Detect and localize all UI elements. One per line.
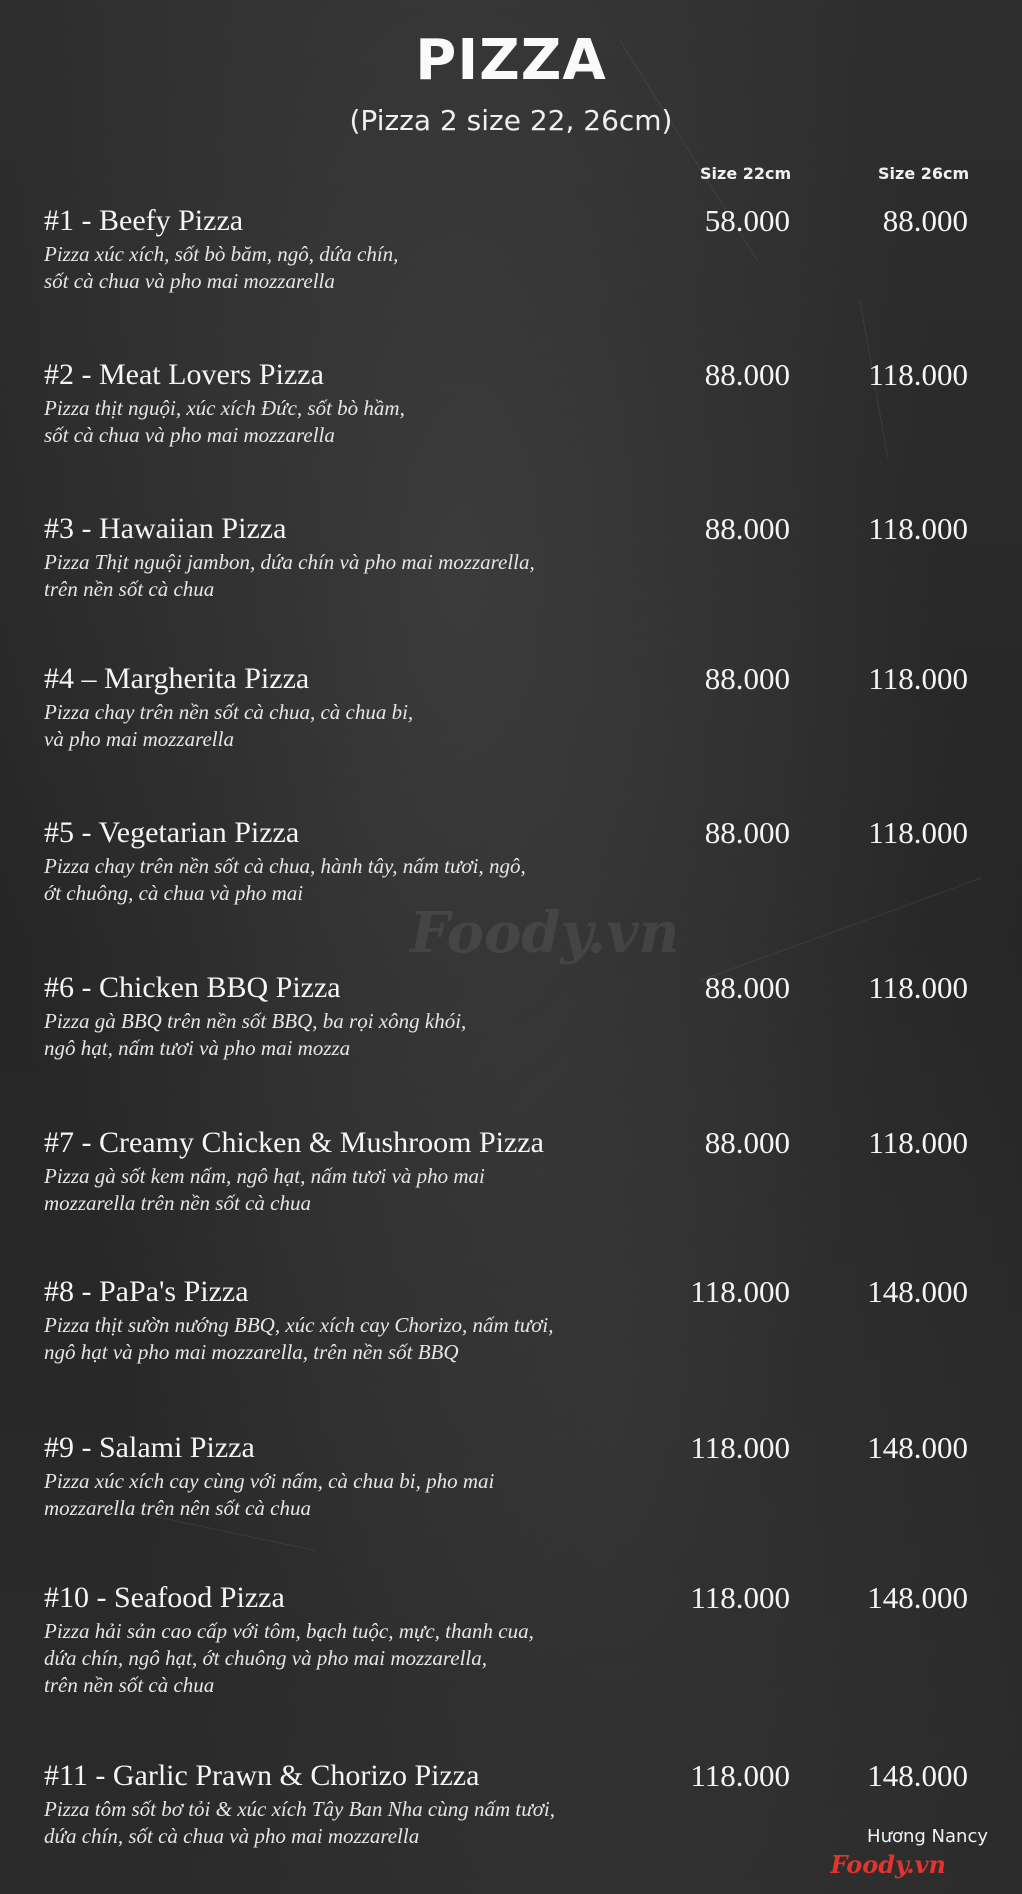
price-22: 118.000 [690,1758,790,1793]
price-26: 148.000 [867,1430,968,1465]
item-description: Pizza chay trên nền sốt cà chua, hành tây, nấm tươi, ngô, ớt chuông, cà chua và pho mai [44,854,526,905]
price-22: 88.000 [704,357,790,392]
price-26: 88.000 [882,203,968,238]
item-name: #8 - PaPa's Pizza [44,1275,249,1308]
menu-item [44,1758,974,1850]
price-26: 118.000 [868,970,968,1005]
menu-item [44,970,974,1062]
item-name: #11 - Garlic Prawn & Chorizo Pizza [44,1759,480,1792]
item-description: Pizza chay trên nền sốt cà chua, cà chua bi, và pho mai mozzarella [44,700,414,751]
price-22: 88.000 [704,970,790,1005]
size-22-header: Size 22cm [700,164,792,183]
menu-item [44,1274,974,1366]
price-22: 88.000 [704,815,790,850]
item-description: Pizza gà sốt kem nấm, ngô hạt, nấm tươi và pho mai mozzarella trên nền sốt cà chua [44,1164,485,1215]
item-description: Pizza xúc xích cay cùng với nấm, cà chua bi, pho mai mozzarella trên nên sốt cà chua [44,1469,495,1520]
menu-item [44,1580,974,1699]
item-name: #5 - Vegetarian Pizza [44,816,300,849]
item-description: Pizza thịt sườn nướng BBQ, xúc xích cay Chorizo, nấm tươi, ngô hạt và pho mai mozzarella, trên nền sốt BBQ [44,1313,554,1364]
item-description: Pizza gà BBQ trên nền sốt BBQ, ba rọi xông khói, ngô hạt, nấm tươi và pho mai mozza [44,1009,467,1060]
menu-item [44,203,974,295]
menu-item [44,661,974,753]
price-26: 148.000 [867,1274,968,1309]
price-22: 118.000 [690,1274,790,1309]
menu-item [44,511,974,603]
price-22: 88.000 [704,661,790,696]
item-description: Pizza thịt nguội, xúc xích Đức, sốt bò hầm, sốt cà chua và pho mai mozzarella [44,396,405,447]
item-name: #9 - Salami Pizza [44,1431,255,1464]
item-name: #3 - Hawaiian Pizza [44,512,287,545]
item-name: #7 - Creamy Chicken & Mushroom Pizza [44,1126,544,1159]
price-26: 118.000 [868,511,968,546]
size-26-header: Size 26cm [878,164,970,183]
price-22: 88.000 [704,1125,790,1160]
price-26: 118.000 [868,815,968,850]
photo-credit: Hương Nancy [867,1826,988,1847]
page-title: PIZZA [415,28,607,93]
item-description: Pizza hải sản cao cấp với tôm, bạch tuộc, mực, thanh cua, dứa chín, ngô hạt, ớt chuông và pho mai mozzarella, trên nền sốt cà chua [44,1619,534,1697]
page-subtitle: (Pizza 2 size 22, 26cm) [349,104,673,137]
price-26: 148.000 [867,1758,968,1793]
brand-logo: Foody.vn [830,1850,946,1879]
price-22: 88.000 [704,511,790,546]
watermark: Foody.vn [410,900,680,966]
menu-item [44,815,974,907]
item-name: #4 – Margherita Pizza [44,662,310,695]
item-name: #1 - Beefy Pizza [44,204,244,237]
price-22: 58.000 [704,203,790,238]
item-name: #10 - Seafood Pizza [44,1581,285,1614]
item-description: Pizza tôm sốt bơ tỏi & xúc xích Tây Ban Nha cùng nấm tươi, dứa chín, sốt cà chua và pho mai mozzarella [44,1797,555,1848]
price-26: 118.000 [868,661,968,696]
menu-item [44,357,974,449]
item-name: #2 - Meat Lovers Pizza [44,358,324,391]
price-26: 118.000 [868,1125,968,1160]
item-description: Pizza Thịt nguội jambon, dứa chín và pho mai mozzarella, trên nền sốt cà chua [44,550,535,601]
price-22: 118.000 [690,1580,790,1615]
menu-item [44,1125,974,1217]
price-22: 118.000 [690,1430,790,1465]
menu-item [44,1430,974,1522]
item-description: Pizza xúc xích, sốt bò băm, ngô, dứa chín, sốt cà chua và pho mai mozzarella [44,242,399,293]
item-name: #6 - Chicken BBQ Pizza [44,971,341,1004]
price-26: 148.000 [867,1580,968,1615]
price-26: 118.000 [868,357,968,392]
